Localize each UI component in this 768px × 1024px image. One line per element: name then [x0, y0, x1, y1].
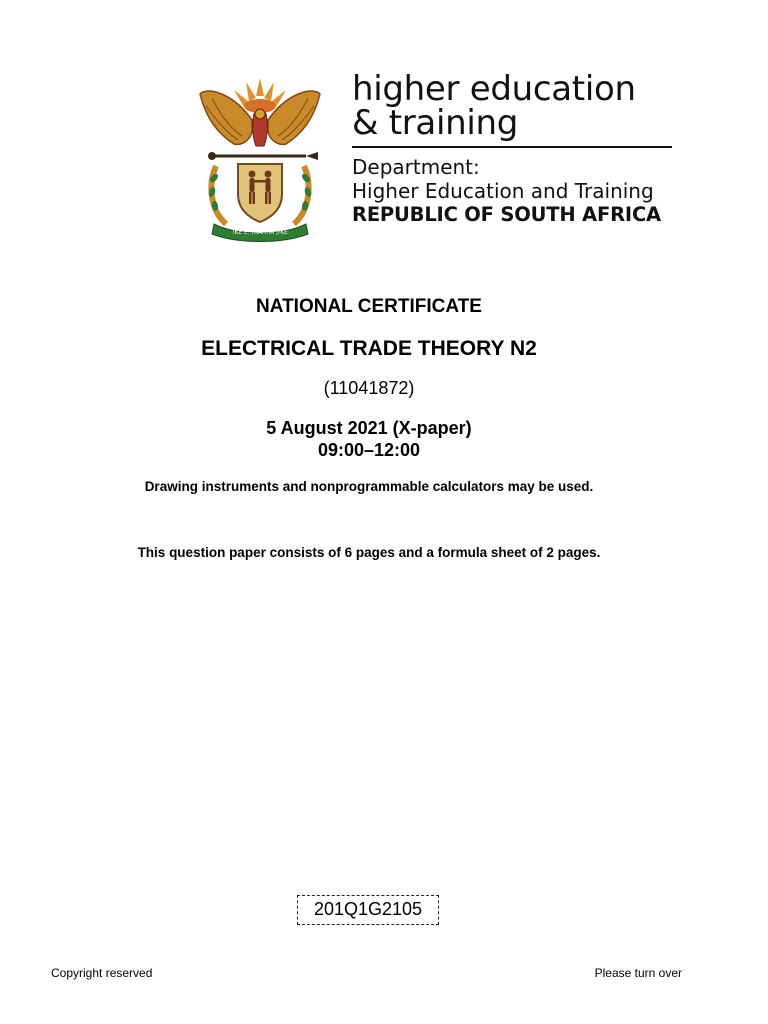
country-name: REPUBLIC OF SOUTH AFRICA	[352, 203, 661, 226]
department-branding	[352, 69, 678, 227]
brand-divider	[352, 146, 672, 148]
copyright-text: Copyright reserved	[51, 966, 153, 980]
paper-id-box: 201Q1G2105	[297, 895, 439, 925]
department-label: Department:	[352, 155, 480, 179]
brand-line-2: & training	[352, 103, 519, 143]
department-name: Higher Education and Training	[352, 179, 654, 203]
subject-title: ELECTRICAL TRADE THEORY N2	[201, 337, 537, 360]
svg-text:!KE E: /XARRA //KE: !KE E: /XARRA //KE	[232, 229, 288, 236]
turn-over-text: Please turn over	[594, 966, 682, 980]
subject-code: (11041872)	[323, 378, 415, 398]
coat-of-arms-icon	[194, 74, 326, 242]
exam-date: 5 August 2021 (X-paper)	[266, 418, 472, 438]
page-info-text: This question paper consists of 6 pages and a formula sheet of 2 pages.	[137, 545, 601, 560]
exam-time: 09:00–12:00	[317, 440, 421, 460]
brand-line-1: higher education	[352, 69, 636, 109]
certificate-title: NATIONAL CERTIFICATE	[256, 296, 482, 317]
instruction-text: Drawing instruments and nonprogrammable calculators may be used.	[144, 479, 594, 494]
